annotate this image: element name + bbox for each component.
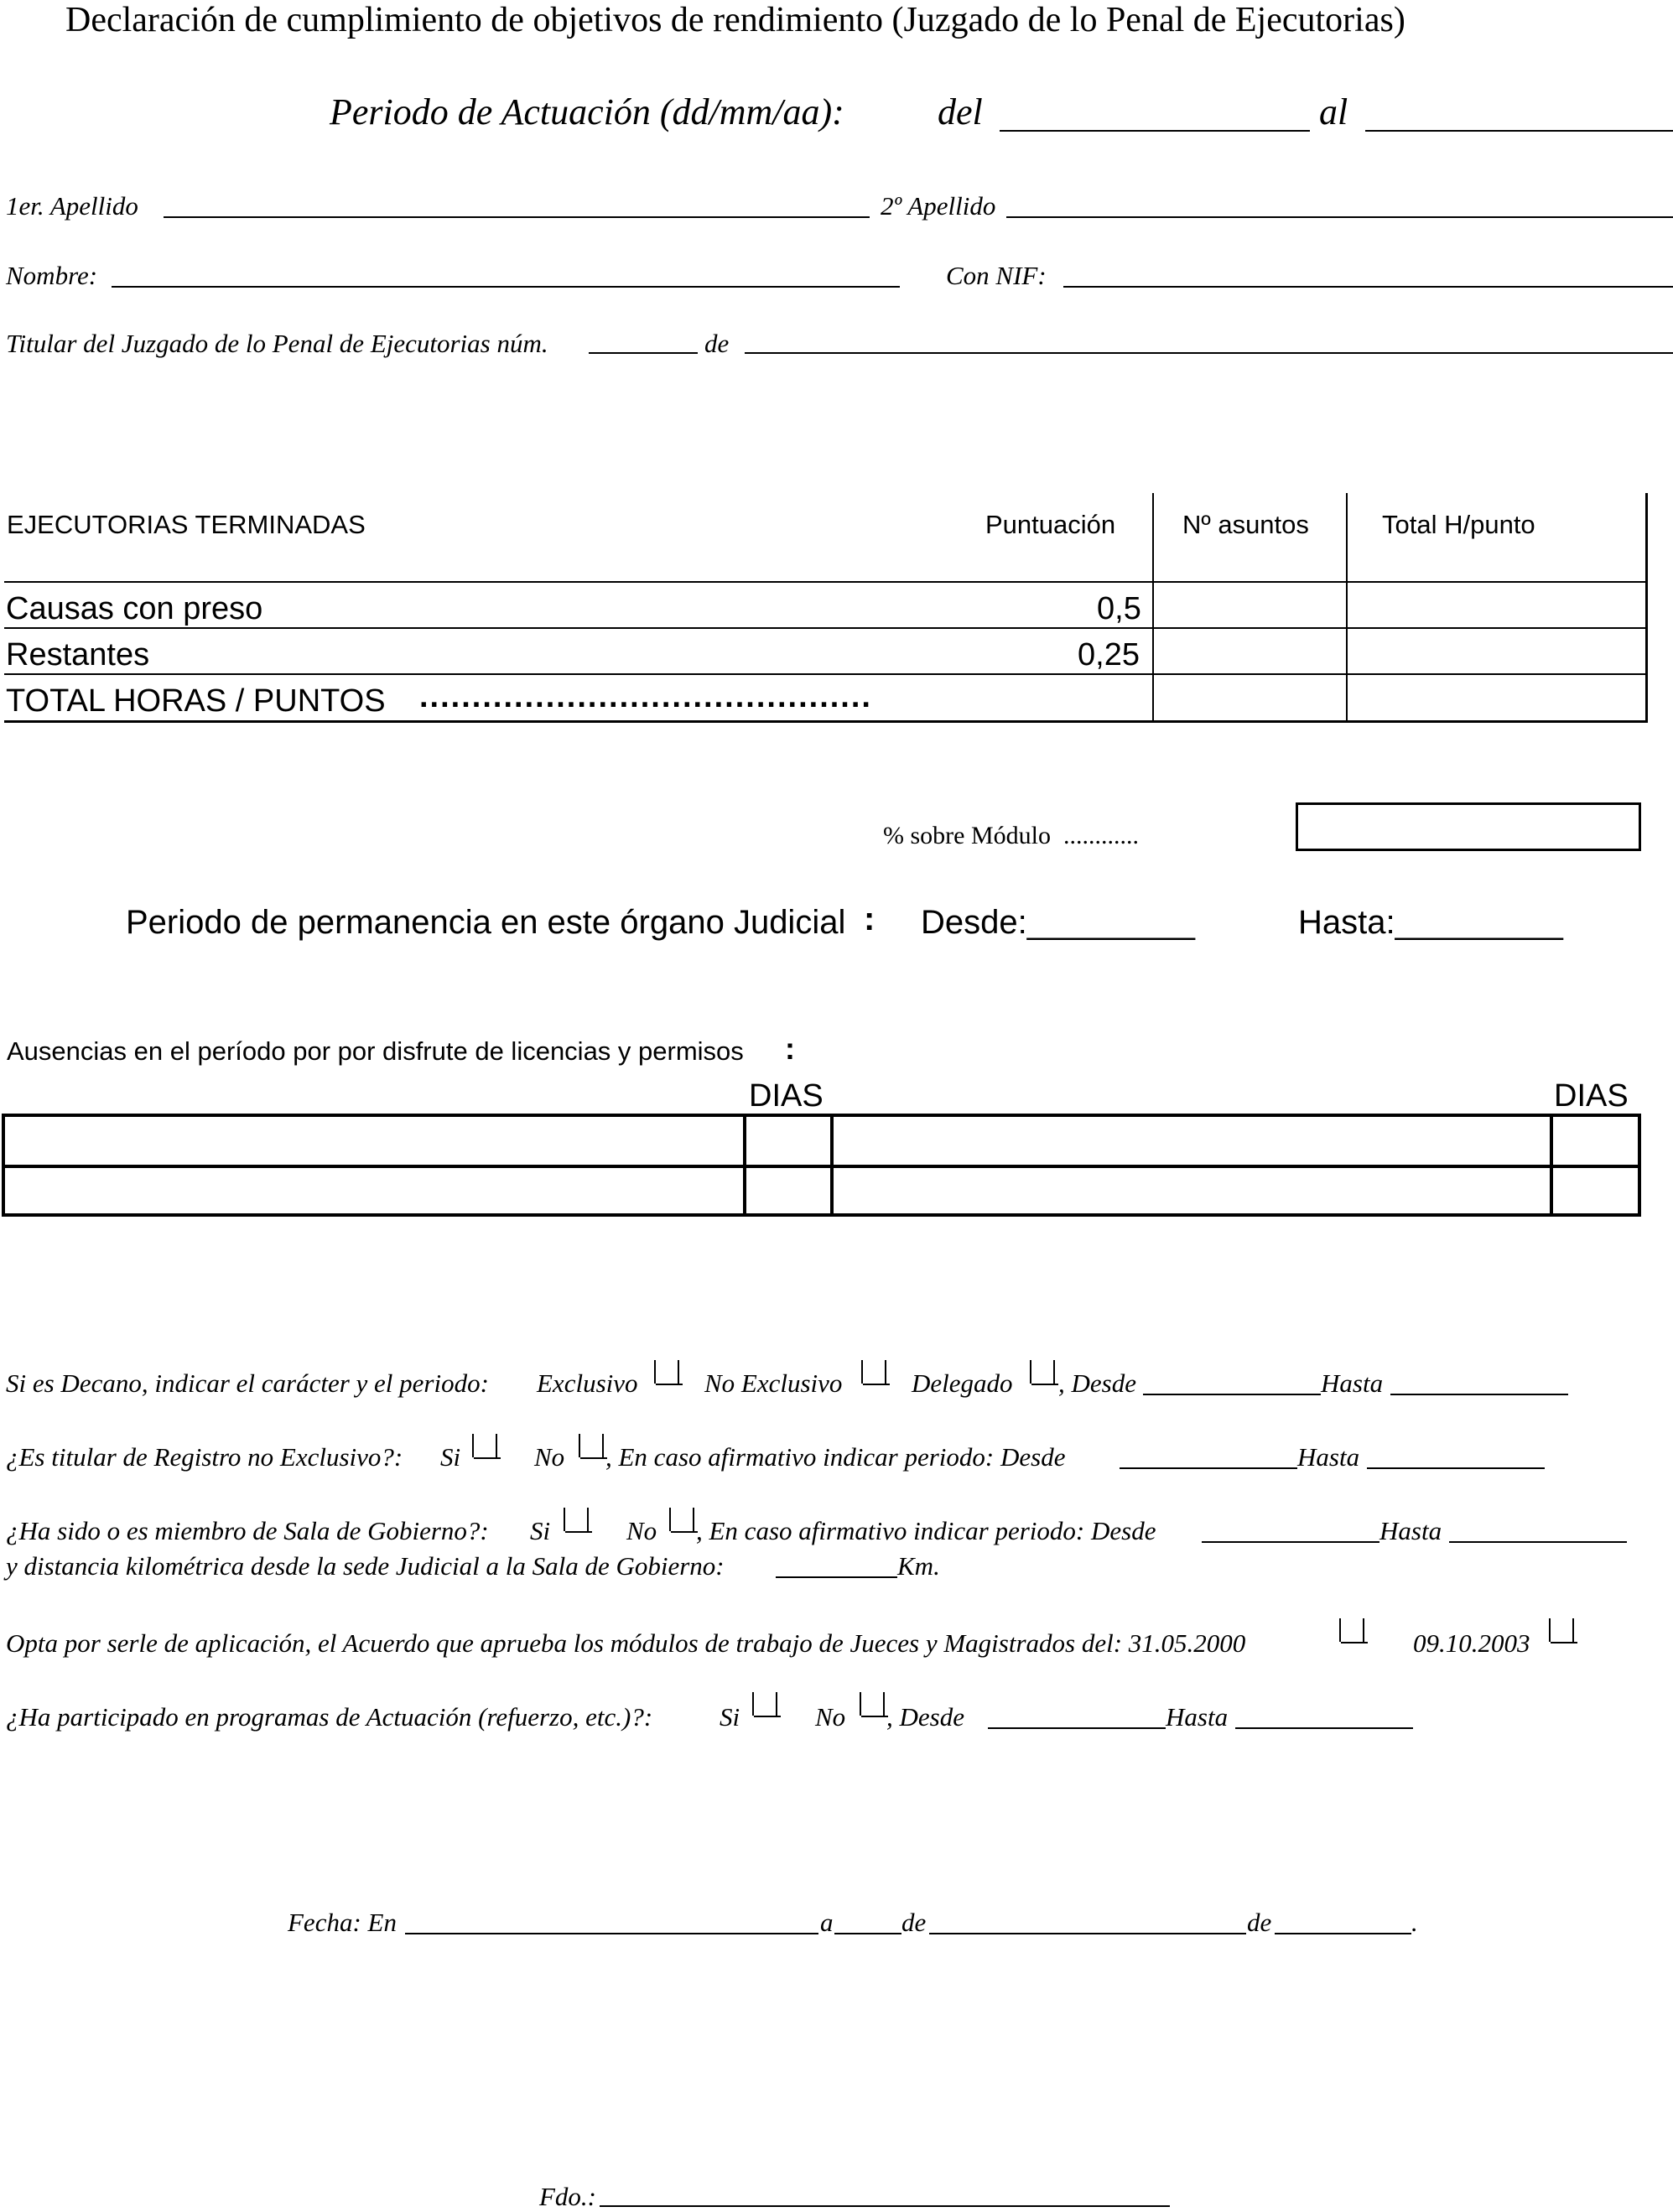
- titular-de-label: de: [704, 329, 730, 358]
- registro-hasta-label: Hasta: [1297, 1442, 1360, 1472]
- fecha-dot: .: [1411, 1908, 1418, 1937]
- table-heading: EJECUTORIAS TERMINADAS: [7, 510, 366, 539]
- programas-desde-line[interactable]: [988, 1727, 1166, 1729]
- permanencia-hasta[interactable]: Hasta:_________: [1298, 904, 1563, 941]
- decano-delegado-checkbox[interactable]: [1030, 1360, 1055, 1384]
- row-score-restantes: 0,25: [1078, 637, 1140, 672]
- table-divider: [1638, 1114, 1641, 1217]
- apellido1-label: 1er. Apellido: [6, 191, 138, 221]
- ausencia-motivo-2[interactable]: [834, 1117, 1550, 1165]
- registro-no-label: No: [534, 1442, 565, 1472]
- checkbox-base: [1551, 1642, 1577, 1643]
- programas-si-label: Si: [720, 1702, 740, 1732]
- decano-hasta-line[interactable]: [1390, 1394, 1568, 1395]
- decano-hasta-label: Hasta: [1321, 1368, 1384, 1398]
- registro-si-label: Si: [440, 1442, 461, 1472]
- period-to-line[interactable]: [1365, 130, 1673, 132]
- registro-hasta-line[interactable]: [1367, 1467, 1545, 1469]
- decano-desde-line[interactable]: [1143, 1394, 1321, 1395]
- programas-no-label: No: [815, 1702, 846, 1732]
- nombre-line[interactable]: [112, 286, 900, 288]
- column-header-total-h-punto: Total H/punto: [1382, 510, 1535, 539]
- ausencia-dias-3[interactable]: [746, 1168, 830, 1213]
- modulo-input-box[interactable]: [1296, 802, 1641, 851]
- checkbox-base: [565, 1531, 592, 1533]
- opta-2000-checkbox[interactable]: [1339, 1618, 1364, 1642]
- period-from-line[interactable]: [1000, 130, 1310, 132]
- sala-question: ¿Ha sido o es miembro de Sala de Gobierno?:: [6, 1516, 489, 1545]
- decano-exclusivo-checkbox[interactable]: [654, 1360, 679, 1384]
- checkbox-base: [1031, 1384, 1058, 1385]
- sala-no-label: No: [626, 1516, 657, 1545]
- opta-question: Opta por serle de aplicación, el Acuerdo que aprueba los módulos de trabajo de Jueces y Magistrados del: 31.05.2000: [6, 1628, 1246, 1658]
- registro-desde-line[interactable]: [1120, 1467, 1297, 1469]
- sala-km-label: Km.: [897, 1551, 940, 1581]
- programas-si-checkbox[interactable]: [752, 1692, 777, 1716]
- input-asuntos-causas-con-preso[interactable]: [1154, 583, 1346, 627]
- permanencia-label: Periodo de permanencia en este órgano Judicial: [126, 904, 846, 941]
- ausencia-motivo-4[interactable]: [834, 1168, 1550, 1213]
- titular-num-line[interactable]: [589, 352, 698, 354]
- fecha-label: Fecha: En: [288, 1908, 397, 1937]
- modulo-label: % sobre Módulo: [883, 822, 1051, 849]
- nif-label: Con NIF:: [946, 261, 1047, 290]
- period-al-label: al: [1319, 91, 1348, 132]
- registro-no-checkbox[interactable]: [579, 1434, 604, 1457]
- total-dots: ...........................................: [419, 679, 872, 714]
- sala-si-checkbox[interactable]: [564, 1508, 589, 1531]
- sala-hasta-line[interactable]: [1449, 1541, 1627, 1543]
- ausencia-dias-4[interactable]: [1553, 1168, 1638, 1213]
- sala-si-label: Si: [530, 1516, 551, 1545]
- checkbox-base: [754, 1716, 781, 1717]
- opta-2003-checkbox[interactable]: [1549, 1618, 1574, 1642]
- input-total-horas[interactable]: [1348, 675, 1645, 721]
- checkbox-base: [671, 1531, 698, 1533]
- ausencia-dias-2[interactable]: [1553, 1117, 1638, 1165]
- ausencias-label: Ausencias en el período por por disfrute de licencias y permisos: [7, 1036, 744, 1066]
- period-label: Periodo de Actuación (dd/mm/aa):: [330, 91, 844, 132]
- column-header-n-asuntos: Nº asuntos: [1182, 510, 1309, 539]
- checkbox-base: [1341, 1642, 1368, 1643]
- document-title: Declaración de cumplimiento de objetivos de rendimiento (Juzgado de lo Penal de Ejecutorias): [65, 1, 1405, 39]
- sala-distancia-label: y distancia kilométrica desde la sede Judicial a la Sala de Gobierno:: [6, 1551, 725, 1581]
- dias-label-1: DIAS: [749, 1078, 824, 1114]
- row-label-restantes: Restantes: [6, 637, 150, 672]
- ausencia-motivo-1[interactable]: [5, 1117, 743, 1165]
- row-score-causas-con-preso: 0,5: [1097, 591, 1141, 626]
- signature-line[interactable]: [600, 2205, 1170, 2207]
- titular-de-line[interactable]: [745, 352, 1673, 354]
- input-total-restantes[interactable]: [1348, 629, 1645, 673]
- decano-delegado-label: Delegado: [912, 1368, 1013, 1398]
- checkbox-base: [580, 1457, 607, 1459]
- sala-km-line[interactable]: [776, 1576, 897, 1578]
- sala-desde-line[interactable]: [1202, 1541, 1379, 1543]
- fecha-de1-label: de: [901, 1908, 927, 1937]
- registro-question: ¿Es titular de Registro no Exclusivo?:: [6, 1442, 403, 1472]
- table-rule: [4, 720, 1648, 723]
- opta-2003-label: 09.10.2003: [1413, 1628, 1530, 1658]
- sala-no-checkbox[interactable]: [669, 1508, 694, 1531]
- fecha-a-label: a: [820, 1908, 834, 1937]
- nombre-label: Nombre:: [6, 261, 98, 290]
- programas-question: ¿Ha participado en programas de Actuación (refuerzo, etc.)?:: [6, 1702, 653, 1732]
- decano-desde-label: , Desde: [1058, 1368, 1136, 1398]
- modulo-dots: ............: [1063, 822, 1139, 849]
- programas-no-checkbox[interactable]: [860, 1692, 885, 1716]
- programas-hasta-line[interactable]: [1235, 1727, 1413, 1729]
- ausencias-colon: :: [785, 1031, 795, 1066]
- ausencia-dias-1[interactable]: [746, 1117, 830, 1165]
- sala-rest: , En caso afirmativo indicar periodo: Desde: [696, 1516, 1156, 1545]
- registro-si-checkbox[interactable]: [472, 1434, 497, 1457]
- programas-hasta-label: Hasta: [1166, 1702, 1229, 1732]
- table-divider: [1645, 493, 1648, 723]
- dias-label-2: DIAS: [1554, 1078, 1629, 1114]
- total-label: TOTAL HORAS / PUNTOS: [6, 683, 386, 719]
- table-rule: [2, 1213, 1641, 1217]
- registro-rest: , En caso afirmativo indicar periodo: Desde: [605, 1442, 1066, 1472]
- row-label-causas-con-preso: Causas con preso: [6, 591, 263, 626]
- titular-label: Titular del Juzgado de lo Penal de Ejecutorias núm.: [6, 329, 548, 358]
- fecha-anio-line[interactable]: [1275, 1933, 1411, 1934]
- decano-no-exclusivo-label: No Exclusivo: [704, 1368, 843, 1398]
- apellido1-line[interactable]: [164, 216, 870, 218]
- apellido2-line[interactable]: [1006, 216, 1673, 218]
- fdo-label: Fdo.:: [539, 2182, 597, 2211]
- permanencia-desde[interactable]: Desde:_________: [921, 904, 1195, 941]
- decano-question: Si es Decano, indicar el carácter y el periodo:: [6, 1368, 489, 1398]
- decano-exclusivo-label: Exclusivo: [537, 1368, 638, 1398]
- apellido2-label: 2º Apellido: [881, 191, 996, 221]
- checkbox-base: [474, 1457, 501, 1459]
- checkbox-base: [656, 1384, 683, 1385]
- fecha-dia-line[interactable]: [834, 1933, 901, 1934]
- fecha-mes-line[interactable]: [929, 1933, 1246, 1934]
- checkbox-base: [863, 1384, 890, 1385]
- ausencia-motivo-3[interactable]: [5, 1168, 743, 1213]
- column-header-puntuacion: Puntuación: [985, 510, 1116, 539]
- nif-line[interactable]: [1063, 286, 1673, 288]
- checkbox-base: [861, 1716, 888, 1717]
- fecha-lugar-line[interactable]: [405, 1933, 818, 1934]
- permanencia-colon: :: [864, 901, 875, 937]
- period-del-label: del: [938, 91, 983, 132]
- input-total-causas-con-preso[interactable]: [1348, 583, 1645, 627]
- decano-no-exclusivo-checkbox[interactable]: [861, 1360, 886, 1384]
- input-asuntos-restantes[interactable]: [1154, 629, 1346, 673]
- sala-hasta-label: Hasta: [1379, 1516, 1442, 1545]
- programas-desde-label: , Desde: [886, 1702, 964, 1732]
- fecha-de2-label: de: [1247, 1908, 1272, 1937]
